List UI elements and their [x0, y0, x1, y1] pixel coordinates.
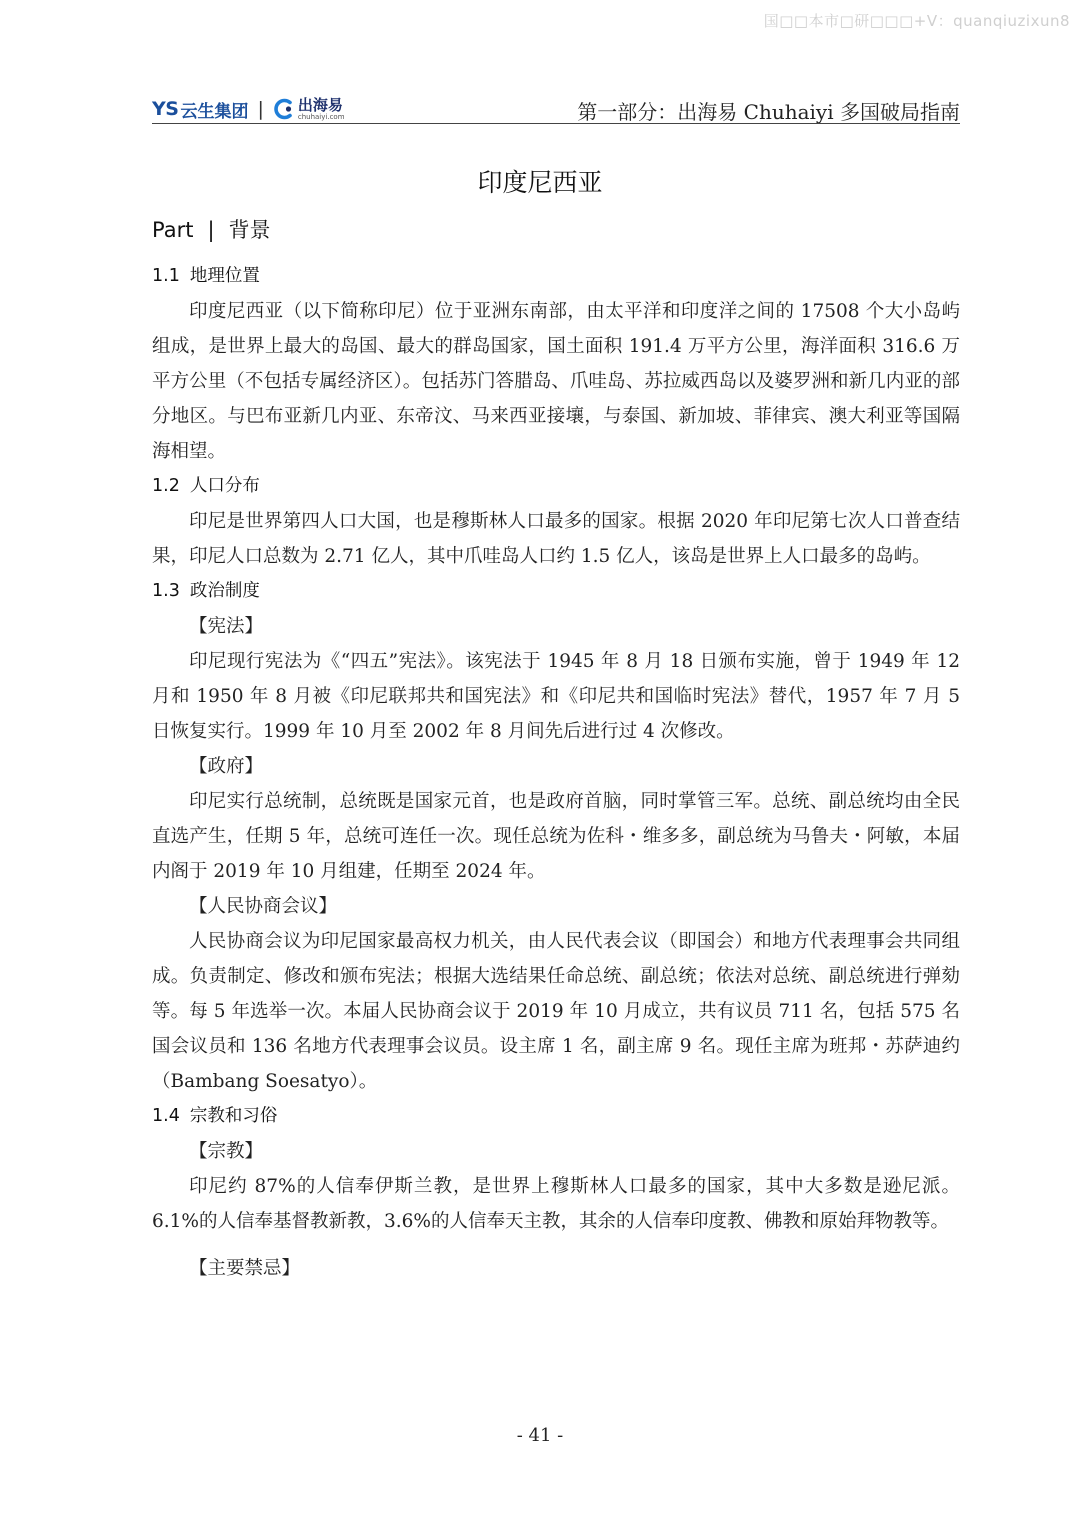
document-title: 印度尼西亚 [477, 168, 603, 197]
part-title: 背景 [228, 218, 271, 242]
part-separator: | [207, 218, 215, 242]
section-heading-politics [152, 574, 960, 609]
section-title: 人口分布 [189, 476, 260, 496]
section-number: 1.2 [152, 476, 180, 496]
spacer [152, 1239, 960, 1251]
constitution-paragraph: 印尼现行宪法为《“四五”宪法》。该宪法于 1945 年 8 月 18 日颁布实施，曾于 1949 年 12 月和 1950 年 8 月被《印尼联邦共和国宪法》和《印尼共和国临时宪法》替代，1957 年 7 月 5 日恢复实行。1999 年 10 月至 2002 年 8 月间先后进行过 4 次修改。 [152, 651, 960, 742]
header-section-title: 第一部分：出海易 Chuhaiyi 多国破局指南 [577, 100, 960, 124]
ys-logo-name: 云生集团 [180, 101, 249, 122]
part-heading [152, 214, 271, 244]
page-header [152, 92, 960, 124]
section-heading-population [152, 469, 960, 504]
religion-label: 【宗教】 [189, 1141, 264, 1162]
logo-separator: | [257, 98, 264, 120]
geography-paragraph: 印度尼西亚（以下简称印尼）位于亚洲东南部，由太平洋和印度洋之间的 17508 个大小岛屿组成，是世界上最大的岛国、最大的群岛国家，国土面积 191.4 万平方公里，海洋面积 316.6 万平方公里（不包括专属经济区）。包括苏门答腊岛、爪哇岛、苏拉威西岛以及婆罗洲和新几内亚的部分地区。与巴布亚新几内亚、东帝汶、马来西亚接壤，与泰国、新加坡、菲律宾、澳大利亚等国隔海相望。 [152, 301, 960, 462]
government-label: 【政府】 [189, 756, 264, 777]
assembly-label: 【人民协商会议】 [189, 896, 338, 917]
section-title: 地理位置 [189, 266, 260, 286]
religion-paragraph: 印尼约 87%的人信奉伊斯兰教，是世界上穆斯林人口最多的国家，其中大多数是逊尼派。6.1%的人信奉基督教新教，3.6%的人信奉天主教，其余的人信奉印度教、佛教和原始拜物教等。 [152, 1176, 960, 1232]
section-title: 宗教和习俗 [189, 1106, 278, 1126]
page-number: - 41 - [516, 1425, 564, 1446]
assembly-paragraph: 人民协商会议为印尼国家最高权力机关，由人民代表会议（即国会）和地方代表理事会共同组成。负责制定、修改和颁布宪法；根据大选结果任命总统、副总统；依法对总统、副总统进行弹劾等。每 5 年选举一次。本届人民协商会议于 2019 年 10 月成立，共有议员 711 名，包括 575 名国会议员和 136 名地方代表理事会议员。设主席 1 名，副主席 9 名。现任主席为班邦・苏萨迪约（Bambang Soesatyo）。 [152, 931, 960, 1092]
chuhaiyi-logo-name: 出海易 [297, 95, 343, 114]
section-number: 1.4 [152, 1106, 180, 1126]
ys-logo-mark: YS [152, 98, 179, 120]
watermark-text: 国□□本市□研□□□+V：quanqiuzixun8 [763, 12, 1070, 30]
population-paragraph: 印尼是世界第四人口大国，也是穆斯林人口最多的国家。根据 2020 年印尼第七次人口普查结果，印尼人口总数为 2.71 亿人，其中爪哇岛人口约 1.5 亿人，该岛是世界上人口最多的岛屿。 [152, 511, 960, 567]
taboo-label: 【主要禁忌】 [189, 1258, 301, 1279]
constitution-label: 【宪法】 [189, 616, 264, 637]
section-heading-geography [152, 259, 960, 294]
section-title: 政治制度 [189, 581, 260, 601]
part-label: Part [152, 218, 194, 242]
section-heading-religion [152, 1099, 960, 1134]
header-logos [152, 94, 345, 124]
header-divider [152, 123, 960, 124]
document-body [152, 259, 960, 1286]
section-number: 1.1 [152, 266, 180, 286]
chuhaiyi-logo-url: chuhaiyi.com [297, 112, 345, 121]
chuhaiyi-logo-icon [273, 98, 295, 120]
chuhaiyi-logo-text [297, 95, 345, 121]
government-paragraph: 印尼实行总统制，总统既是国家元首，也是政府首脑，同时掌管三军。总统、副总统均由全民直选产生，任期 5 年，总统可连任一次。现任总统为佐科・维多多，副总统为马鲁夫・阿敏，本届内阁于 2019 年 10 月组建，任期至 2024 年。 [152, 791, 960, 882]
section-number: 1.3 [152, 581, 180, 601]
